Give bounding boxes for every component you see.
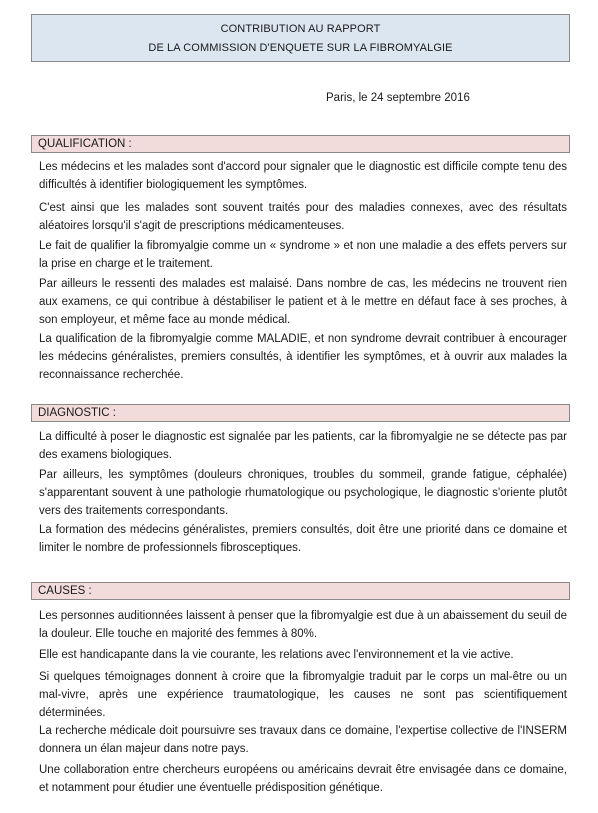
title-line-1: CONTRIBUTION AU RAPPORT	[220, 23, 381, 35]
paragraph: Par ailleurs le ressenti des malades est malaisé. Dans nombre de cas, les médecins ne trouvent rien aux examens, ce qui contribue à déstabiliser le patient et à le mettre en défaut face à ses proches, à son employeur, et même face au monde médical.	[39, 278, 567, 326]
paragraph: Les médecins et les malades sont d'accord pour signaler que le diagnostic est difficile compte tenu des difficultés à identifier biologiquement les symptômes.	[39, 161, 567, 191]
paragraph: La qualification de la fibromyalgie comme MALADIE, et non syndrome devrait contribuer à encourager les médecins généralistes, premiers consultés, à identifier les symptômes, et à ouvrir aux malades la reconnaissance recherchée.	[39, 333, 567, 381]
section-header-qualification: QUALIFICATION :	[31, 135, 570, 153]
paragraph: La difficulté à poser le diagnostic est signalée par les patients, car la fibromyalgie ne se détecte pas par des examens biologiques.	[39, 431, 567, 461]
paragraph: Les personnes auditionnées laissent à penser que la fibromyalgie est due à un abaissement du seuil de la douleur. Elle touche en majorité des femmes à 80%.	[39, 610, 567, 640]
title-line-2: DE LA COMMISSION D'ENQUETE SUR LA FIBROMYALGIE	[148, 42, 453, 54]
paragraph: C'est ainsi que les malades sont souvent traités pour des maladies connexes, avec des résultats aléatoires lorsqu'il s'agit de prescriptions médicamenteuses.	[39, 202, 567, 232]
document-date: Paris, le 24 septembre 2016	[326, 92, 470, 104]
paragraph: Par ailleurs, les symptômes (douleurs chroniques, troubles du sommeil, grande fatigue, céphalée) s'apparentant souvent à une pathologie rhumatologique ou psychologique, le diagnostic s'oriente plutôt vers des traitements correspondants.	[39, 469, 567, 517]
document-title-box	[31, 14, 570, 62]
section-header-causes: CAUSES :	[31, 582, 570, 600]
paragraph: La recherche médicale doit poursuivre ses travaux dans ce domaine, l'expertise collective de l'INSERM donnera un élan majeur dans notre pays.	[39, 725, 567, 755]
paragraph: La formation des médecins généralistes, premiers consultés, doit être une priorité dans ce domaine et limiter le nombre de professionnels fibrosceptiques.	[39, 524, 567, 554]
paragraph: Elle est handicapante dans la vie courante, les relations avec l'environnement et la vie active.	[39, 649, 514, 661]
paragraph: Une collaboration entre chercheurs européens ou américains devrait être envisagée dans ce domaine, et notamment pour étudier une éventuelle prédisposition génétique.	[39, 764, 567, 794]
paragraph: Si quelques témoignages donnent à croire que la fibromyalgie traduit par le corps un mal-être ou un mal-vivre, après une expérience traumatologique, les causes ne sont pas scientifiquement déterminées.	[39, 671, 567, 719]
paragraph: Le fait de qualifier la fibromyalgie comme un « syndrome » et non une maladie a des effets pervers sur la prise en charge et le traitement.	[39, 240, 567, 270]
section-header-diagnostic: DIAGNOSTIC :	[31, 404, 570, 422]
